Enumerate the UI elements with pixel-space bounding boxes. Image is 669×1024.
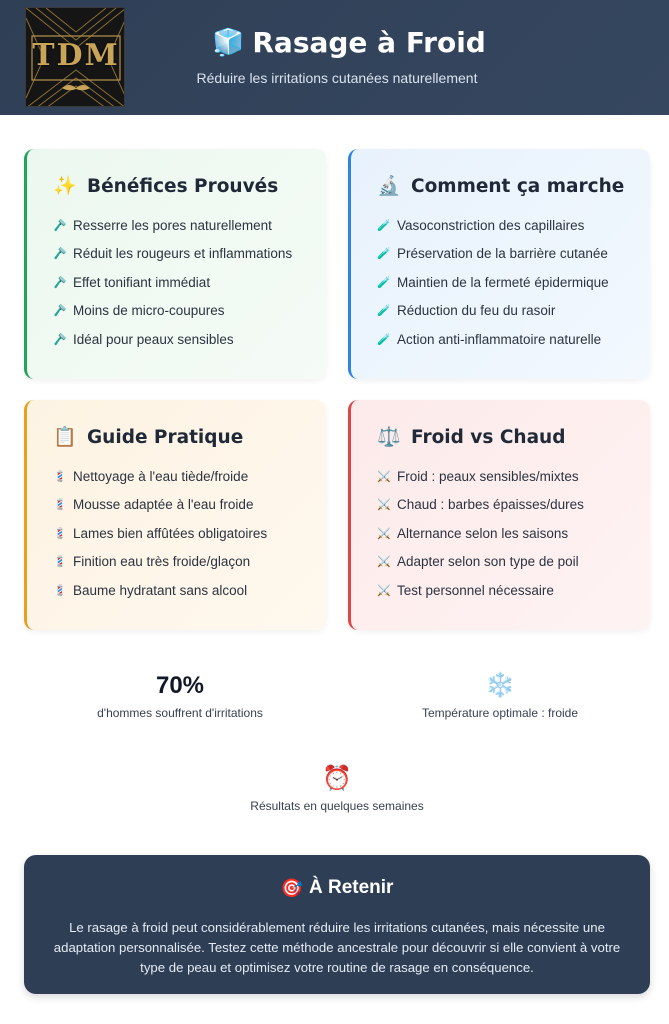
list-item-text: Moins de micro-coupures	[73, 303, 225, 319]
list-item-text: Vasoconstriction des capillaires	[397, 217, 585, 233]
razor-icon: 🪒	[53, 333, 67, 346]
list-item-text: Froid : peaux sensibles/mixtes	[397, 468, 579, 484]
card-benefits	[24, 149, 326, 379]
card-title: Guide Pratique	[87, 426, 244, 448]
list-item	[377, 491, 650, 520]
list-item	[53, 491, 326, 520]
card-practical-guide	[24, 400, 326, 630]
barber-pole-icon: 💈	[53, 584, 67, 597]
crossed-swords-icon: ⚔️	[377, 584, 391, 597]
razor-icon: 🪒	[53, 305, 67, 318]
list-item	[53, 462, 326, 491]
list-item	[377, 297, 650, 326]
list-item	[53, 297, 326, 326]
list-item	[53, 240, 326, 269]
clipboard-icon: 📋	[53, 427, 77, 448]
card-title: Comment ça marche	[411, 175, 625, 197]
list-item-text: Alternance selon les saisons	[397, 525, 569, 541]
takeaway-title: À Retenir	[308, 877, 394, 898]
barber-pole-icon: 💈	[53, 499, 67, 512]
list-item	[53, 268, 326, 297]
list-item	[377, 548, 650, 577]
list-item-text: Baume hydratant sans alcool	[73, 582, 248, 598]
stat-label: Résultats en quelques semaines	[250, 799, 424, 813]
stat-value: 70%	[155, 672, 205, 699]
title-row	[212, 22, 486, 62]
list-item-text: Nettoyage à l'eau tiède/froide	[73, 468, 249, 484]
list-item	[377, 519, 650, 548]
card-how-it-works	[348, 149, 650, 379]
list-item-text: Effet tonifiant immédiat	[73, 274, 211, 290]
test-tube-icon: 🧪	[377, 219, 391, 232]
sparkles-icon: ✨	[53, 176, 77, 197]
test-tube-icon: 🧪	[377, 276, 391, 289]
takeaway-text: Le rasage à froid peut considérablement réduire les irritations cutanées, mais nécessite une adaptation personnalisée. Testez cette méthode ancestrale pour découvrir si elle convient à votre type de peau et optimisez votre routine de rasage en conséquence.	[53, 920, 621, 975]
stat-temperature	[380, 672, 620, 720]
card-title: Bénéfices Prouvés	[87, 175, 279, 197]
crossed-swords-icon: ⚔️	[377, 527, 391, 540]
list-item	[377, 240, 650, 269]
razor-icon: 🪒	[53, 276, 67, 289]
razor-icon: 🪒	[53, 219, 67, 232]
list-item-text: Lames bien affûtées obligatoires	[73, 525, 268, 541]
test-tube-icon: 🧪	[377, 248, 391, 261]
list-item	[377, 211, 650, 240]
list-item	[377, 576, 650, 605]
list-item	[53, 576, 326, 605]
list-item-text: Mousse adaptée à l'eau froide	[73, 497, 254, 513]
list-item	[53, 325, 326, 354]
list-item-text: Réduction du feu du rasoir	[397, 303, 556, 319]
list-item-text: Préservation de la barrière cutanée	[397, 246, 608, 262]
benefits-list	[53, 211, 326, 354]
stat-results	[217, 765, 457, 813]
takeaway-heading	[24, 877, 650, 899]
barber-pole-icon: 💈	[53, 470, 67, 483]
list-item-text: Resserre les pores naturellement	[73, 217, 272, 233]
page-subtitle: Réduire les irritations cutanées naturellement	[196, 70, 478, 86]
test-tube-icon: 🧪	[377, 333, 391, 346]
brand-logo[interactable]	[25, 7, 125, 107]
crossed-swords-icon: ⚔️	[377, 556, 391, 569]
stat-irritation	[60, 672, 300, 720]
crossed-swords-icon: ⚔️	[377, 499, 391, 512]
page-header	[0, 0, 669, 115]
balance-scale-icon: ⚖️	[377, 427, 401, 448]
how-it-works-list	[377, 211, 650, 354]
snowflake-icon: ❄️	[485, 672, 515, 699]
list-item	[53, 519, 326, 548]
list-item	[53, 548, 326, 577]
stat-label: Température optimale : froide	[421, 706, 579, 720]
guide-list	[53, 462, 326, 605]
barber-pole-icon: 💈	[53, 527, 67, 540]
list-item-text: Réduit les rougeurs et inflammations	[73, 246, 293, 262]
target-icon: 🎯	[280, 877, 303, 898]
card-title: Froid vs Chaud	[411, 426, 566, 448]
list-item-text: Adapter selon son type de poil	[397, 554, 579, 570]
stat-label: d'hommes souffrent d'irritations	[97, 706, 263, 720]
list-item	[377, 462, 650, 491]
list-item-text: Action anti-inflammatoire naturelle	[397, 331, 602, 347]
list-item	[53, 211, 326, 240]
list-item-text: Idéal pour peaux sensibles	[73, 331, 234, 347]
logo-text: TDM	[32, 38, 120, 73]
alarm-clock-icon: ⏰	[322, 765, 352, 792]
list-item-text: Maintien de la fermeté épidermique	[397, 274, 609, 290]
barber-pole-icon: 💈	[53, 556, 67, 569]
ice-cube-icon: 🧊	[212, 27, 245, 57]
razor-icon: 🪒	[53, 248, 67, 261]
page-title: Rasage à Froid	[252, 25, 486, 59]
crossed-swords-icon: ⚔️	[377, 470, 391, 483]
test-tube-icon: 🧪	[377, 305, 391, 318]
list-item-text: Chaud : barbes épaisses/dures	[397, 497, 584, 513]
card-cold-vs-hot	[348, 400, 650, 630]
list-item	[377, 325, 650, 354]
list-item	[377, 268, 650, 297]
microscope-icon: 🔬	[377, 176, 401, 197]
key-takeaway-box	[24, 855, 650, 994]
cold-vs-hot-list	[377, 462, 650, 605]
list-item-text: Finition eau très froide/glaçon	[73, 554, 251, 570]
list-item-text: Test personnel nécessaire	[397, 582, 554, 598]
